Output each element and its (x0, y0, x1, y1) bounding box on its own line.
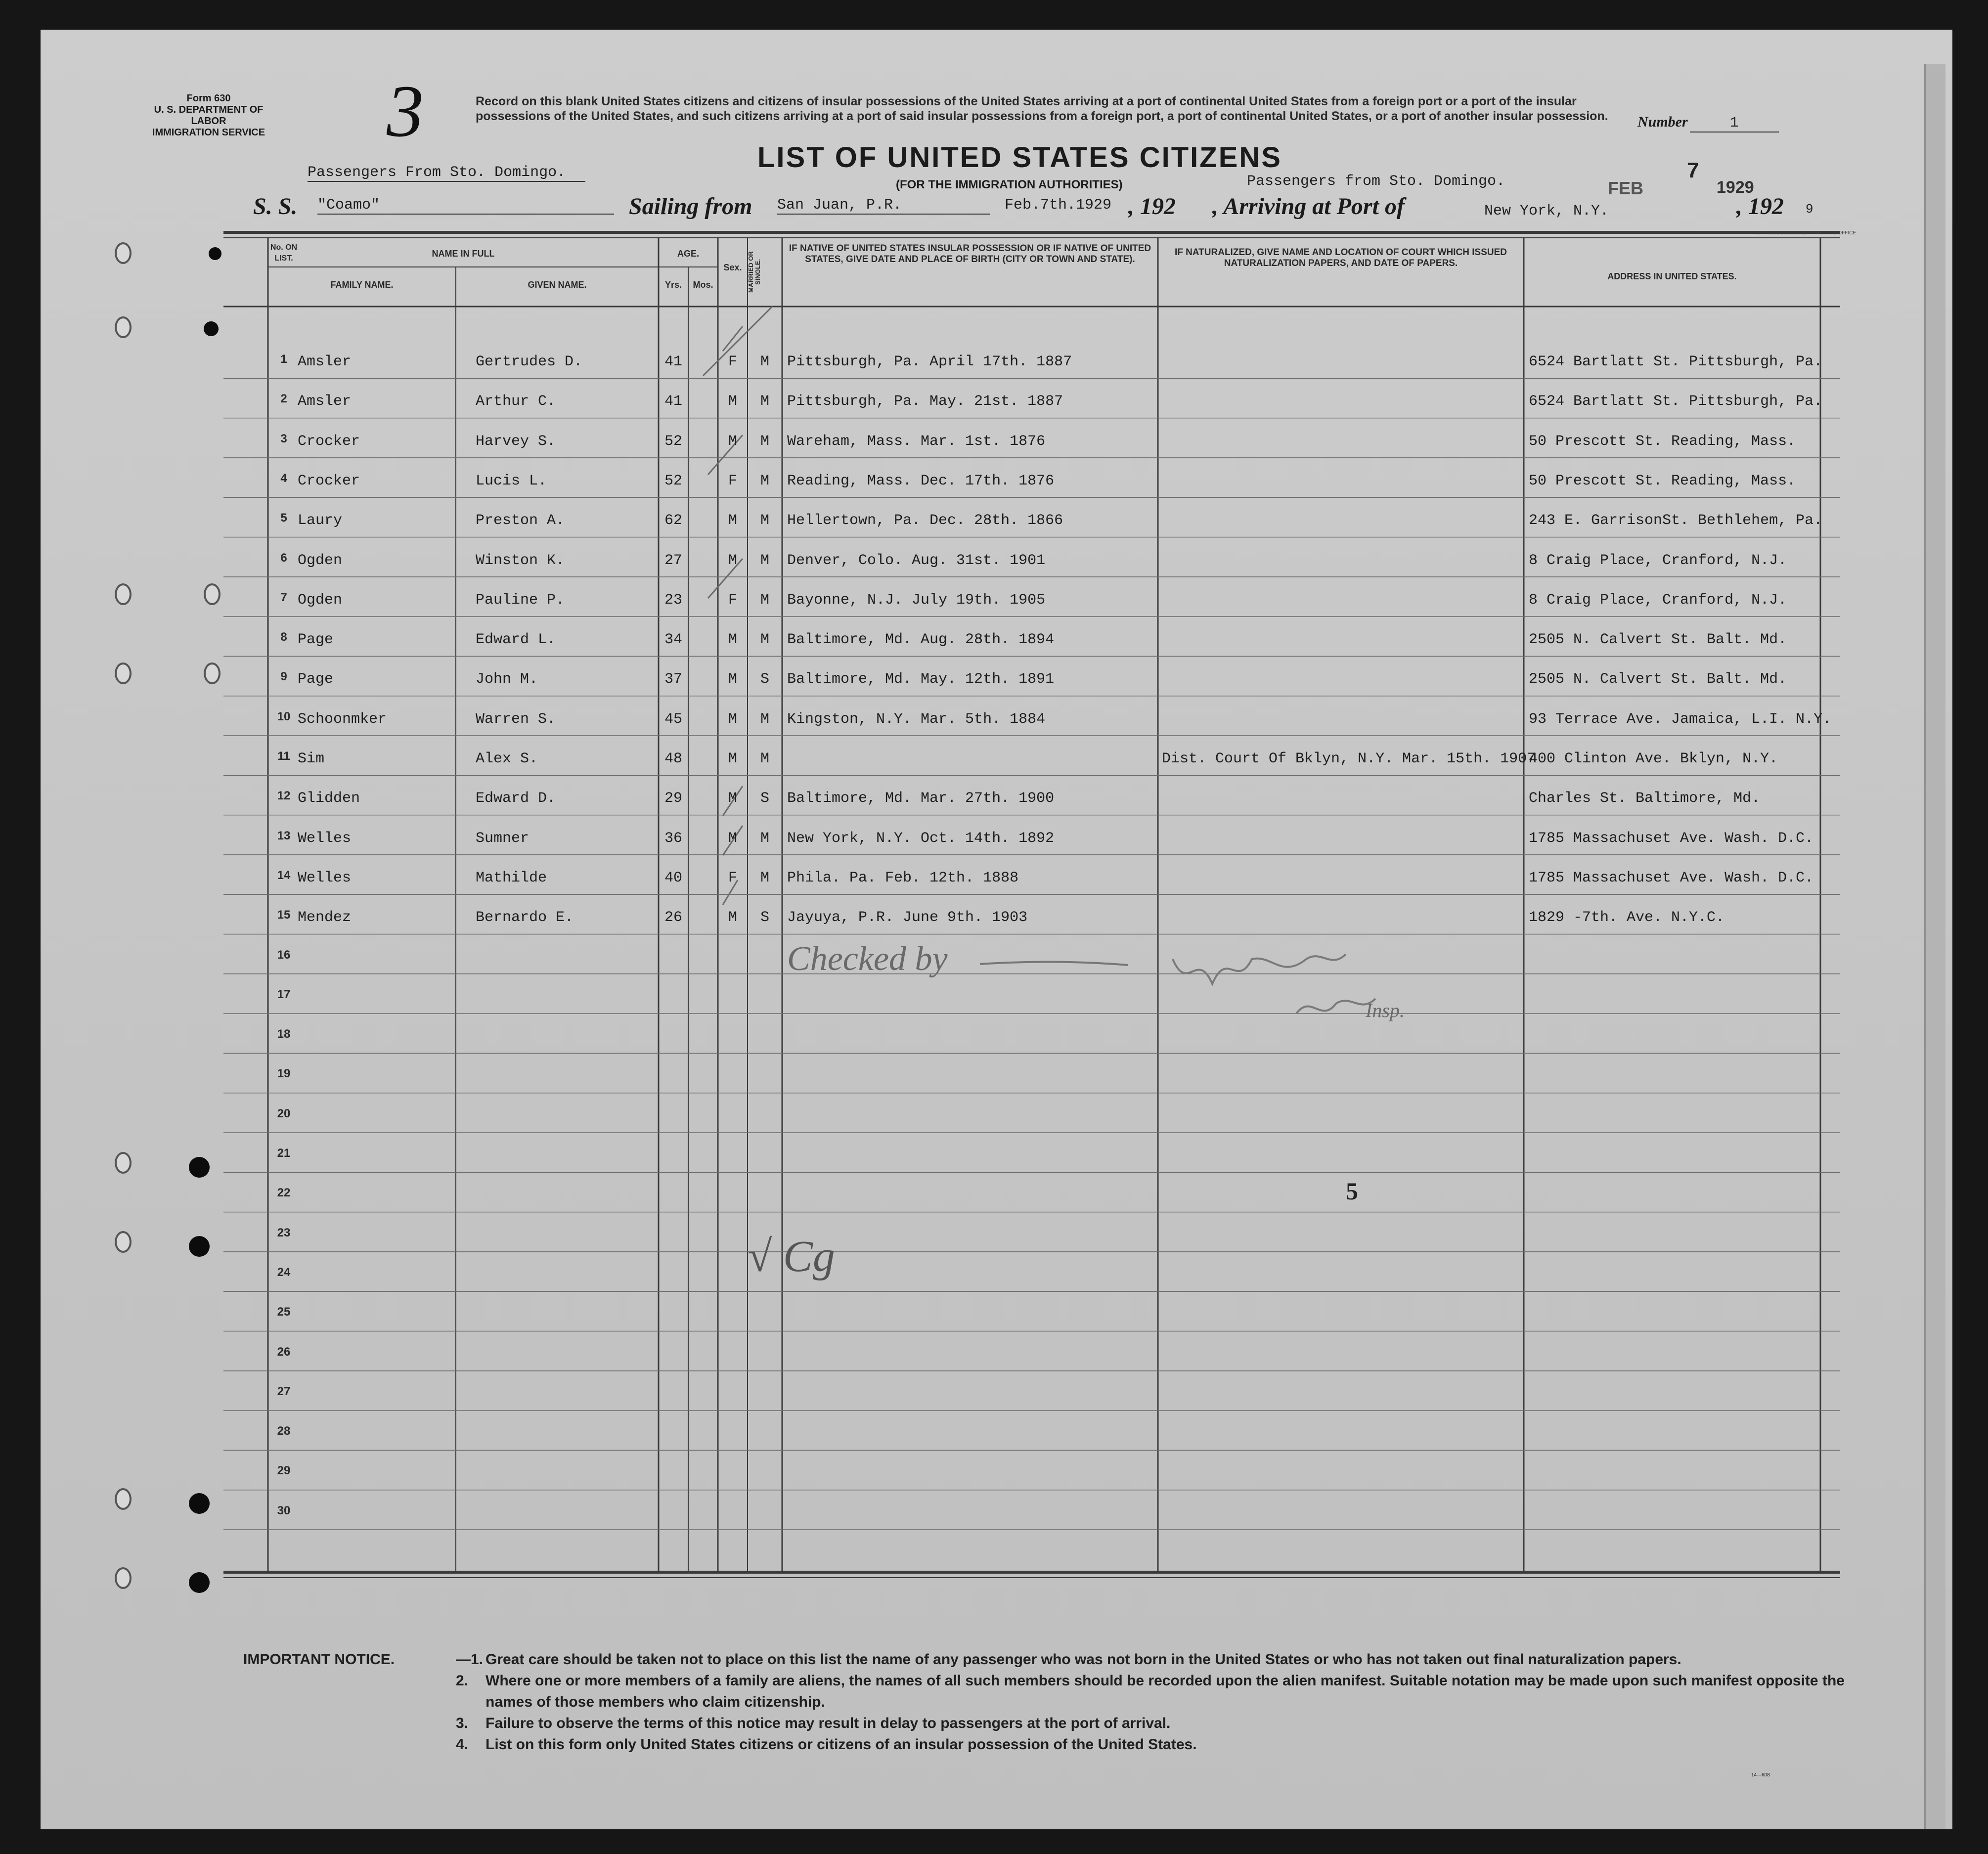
table-row (41, 1411, 1952, 1450)
binder-ring (204, 662, 221, 684)
cell-family: Crocker (298, 433, 360, 450)
cell-address: 6524 Bartlatt St. Pittsburgh, Pa. (1529, 353, 1823, 370)
table-row (41, 775, 1952, 815)
cell-ms: M (760, 631, 769, 649)
notice-heading: IMPORTANT NOTICE. (243, 1651, 395, 1668)
table-row (41, 1450, 1952, 1490)
table-row (41, 1490, 1952, 1530)
cell-birth: Baltimore, Md. Aug. 28th. 1894 (787, 631, 1055, 649)
year-prefix: , 192 (1128, 193, 1176, 220)
cell-birth: Baltimore, Md. May. 12th. 1891 (787, 671, 1055, 688)
form-subtitle: (FOR THE IMMIGRATION AUTHORITIES) (896, 178, 1123, 191)
cell-yrs: 62 (664, 512, 682, 530)
cell-address: 1829 -7th. Ave. N.Y.C. (1529, 909, 1725, 927)
cell-sex: M (728, 393, 737, 410)
arrival-year-prefix: , 192 (1736, 193, 1784, 220)
manifest-page (41, 30, 1952, 1829)
cell-birth: Pittsburgh, Pa. May. 21st. 1887 (787, 393, 1063, 410)
cell-no: 19 (277, 1067, 291, 1081)
cell-family: Laury (298, 512, 343, 530)
cell-birth: Kingston, N.Y. Mar. 5th. 1884 (787, 710, 1046, 728)
cell-yrs: 48 (664, 750, 682, 767)
punch-hole (189, 1157, 210, 1178)
cell-ms: S (760, 790, 769, 807)
table-row (41, 855, 1952, 894)
cell-family: Amsler (298, 393, 352, 410)
cell-ms: M (760, 591, 769, 609)
cell-no: 18 (277, 1027, 291, 1041)
cell-given: Pauline P. (476, 591, 565, 609)
cell-ms: M (760, 552, 769, 569)
ss-label: S. S. (253, 193, 298, 220)
stamp-mark-5: 5 (1346, 1177, 1358, 1205)
sheet-mark: 3 (387, 70, 424, 152)
checked-by-stroke (980, 959, 1128, 969)
cell-no: 28 (277, 1424, 291, 1438)
cell-no: 24 (277, 1265, 291, 1279)
arrival-port: New York, N.Y. (1484, 203, 1609, 220)
notice-item: 4. List on this form only United States citizens or citizens of an insular possession of the United States. (456, 1736, 1197, 1753)
intro-text: Record on this blank United States citizens and citizens of insular possessions of the United States arriving at a port of continental United States from a foreign port or a port of the insular possessions of the United States, and such citizens arriving at a port of said insular possessions from a foreign port, a port of continental United States, or a port of another insular possession. (476, 94, 1608, 123)
table-row (41, 418, 1952, 458)
cell-ms: M (760, 750, 769, 767)
cell-ms: S (760, 671, 769, 688)
cell-no: 14 (277, 868, 291, 882)
col-header-name-in-full: NAME IN FULL (432, 249, 495, 259)
col-header-months: Mos. (693, 280, 713, 290)
passengers-from-left: Passengers From Sto. Domingo. (308, 164, 585, 182)
cell-ms: M (760, 869, 769, 886)
table-row (41, 974, 1952, 1014)
cell-family: Welles (298, 869, 352, 886)
cell-sex: M (728, 710, 737, 728)
binder-ring (115, 242, 132, 264)
cell-ms: M (760, 353, 769, 370)
col-header-given-name: GIVEN NAME. (528, 280, 587, 290)
cell-given: Arthur C. (476, 393, 556, 410)
cell-birth: Hellertown, Pa. Dec. 28th. 1866 (787, 512, 1063, 530)
cell-address: 1785 Massachuset Ave. Wash. D.C. (1529, 869, 1814, 886)
cell-address: 2505 N. Calvert St. Balt. Md. (1529, 631, 1787, 649)
cell-yrs: 29 (664, 790, 682, 807)
cell-given: Lucis L. (476, 472, 547, 489)
cell-family: Sim (298, 750, 325, 767)
cell-given: John M. (476, 671, 538, 688)
cell-no: 4 (280, 471, 287, 485)
table-row (41, 1212, 1952, 1252)
cell-no: 2 (280, 392, 287, 406)
cell-ms: M (760, 433, 769, 450)
table-row (41, 617, 1952, 656)
cell-given: Bernardo E. (476, 909, 574, 927)
table-row (41, 815, 1952, 855)
cell-sex: F (728, 591, 737, 609)
cell-sex: F (728, 353, 737, 370)
col-header-sex: Sex. (723, 263, 742, 272)
punch-hole (189, 1493, 210, 1514)
table-row (41, 497, 1952, 537)
cell-given: Harvey S. (476, 433, 556, 450)
checked-by-annotation: Checked by (787, 940, 948, 978)
cell-address: Charles St. Baltimore, Md. (1529, 790, 1761, 807)
table-row (41, 378, 1952, 418)
cell-no: 9 (280, 670, 287, 684)
cell-birth: Wareham, Mass. Mar. 1st. 1876 (787, 433, 1046, 450)
cell-sex: M (728, 909, 737, 927)
cell-family: Ogden (298, 552, 343, 569)
passengers-from-right: Passengers from Sto. Domingo. (1247, 173, 1505, 190)
cell-yrs: 41 (664, 353, 682, 370)
cell-no: 20 (277, 1106, 291, 1120)
col-header-birth: IF NATIVE OF UNITED STATES INSULAR POSSESSION OR IF NATIVE OF UNITED STATES, GIVE DATE AND PLACE OF BIRTH (CITY OR TOWN AND STATE). (789, 243, 1151, 265)
cell-birth: Reading, Mass. Dec. 17th. 1876 (787, 472, 1055, 489)
table-row (41, 1291, 1952, 1331)
table-row (41, 1331, 1952, 1371)
sailing-label: Sailing from (629, 193, 752, 220)
important-notice (243, 1649, 1875, 1755)
cell-sex: M (728, 671, 737, 688)
notice-item: 2. Where one or more members of a family are aliens, the names of all such members should be recorded upon the alien manifest. Suitable notation may be made upon such manifest opposite the names of those members who claim citizenship. (456, 1673, 1845, 1710)
cell-no: 13 (277, 829, 291, 842)
binder-ring (115, 583, 132, 605)
table-row (41, 1172, 1952, 1212)
cell-given: Gertrudes D. (476, 353, 583, 370)
cell-given: Alex S. (476, 750, 538, 767)
cell-ms: M (760, 472, 769, 489)
cell-birth: Phila. Pa. Feb. 12th. 1888 (787, 869, 1019, 886)
cell-yrs: 41 (664, 393, 682, 410)
cell-address: 50 Prescott St. Reading, Mass. (1529, 433, 1796, 450)
cell-given: Edward D. (476, 790, 556, 807)
cell-no: 7 (280, 590, 287, 604)
punch-hole (189, 1236, 210, 1257)
cell-yrs: 52 (664, 433, 682, 450)
col-header-married: MARRIED OR SINGLE. (747, 251, 761, 293)
table-row (41, 894, 1952, 934)
notice-item: —1. Great care should be taken not to place on this list the name of any passenger who was not born in the United States or who has not taken out final naturalization papers. (456, 1651, 1681, 1668)
cell-sex: M (728, 552, 737, 569)
cell-address: 8 Craig Place, Cranford, N.J. (1529, 591, 1787, 609)
cell-sex: M (728, 631, 737, 649)
cell-ms: M (760, 512, 769, 530)
cell-no: 15 (277, 908, 291, 922)
list-number: Number 1 (1637, 114, 1779, 132)
cell-no: 30 (277, 1503, 291, 1517)
table-row (41, 1093, 1952, 1133)
cell-family: Page (298, 631, 334, 649)
cell-address: 93 Terrace Ave. Jamaica, L.I. N.Y. (1529, 710, 1832, 728)
cell-address: 400 Clinton Ave. Bklyn, N.Y. (1529, 750, 1778, 767)
col-header-address: ADDRESS IN UNITED STATES. (1607, 271, 1737, 281)
cell-sex: M (728, 750, 737, 767)
cell-ms: S (760, 909, 769, 927)
cell-sex: F (728, 472, 737, 489)
punch-hole (204, 321, 219, 336)
cell-no: 8 (280, 630, 287, 644)
table-row (41, 696, 1952, 736)
form-title: LIST OF UNITED STATES CITIZENS (757, 141, 1282, 174)
cell-sex: M (728, 433, 737, 450)
punch-hole (209, 247, 221, 260)
binder-ring (115, 1488, 132, 1510)
arrival-year-digit: 9 (1806, 202, 1813, 217)
cell-no: 25 (277, 1305, 291, 1319)
form-identifier: Form 630 U. S. DEPARTMENT OF LABOR IMMIGRATION SERVICE (152, 93, 265, 138)
initials-annotation: √ Cg (748, 1232, 835, 1281)
col-header-naturalized: IF NATURALIZED, GIVE NAME AND LOCATION OF COURT WHICH ISSUED NATURALIZATION PAPERS, AND DATE OF PAPERS. (1174, 247, 1507, 268)
cell-birth: Jayuya, P.R. June 9th. 1903 (787, 909, 1028, 927)
cell-given: Winston K. (476, 552, 565, 569)
cell-yrs: 52 (664, 472, 682, 489)
table-row (41, 1014, 1952, 1053)
cell-ms: M (760, 393, 769, 410)
cell-no: 22 (277, 1186, 291, 1200)
cell-ms: M (760, 710, 769, 728)
binder-ring (115, 1152, 132, 1174)
cell-given: Sumner (476, 830, 530, 847)
cell-no: 21 (277, 1147, 291, 1160)
printer-mark: 14—608 GOVERNMENT PRINTING OFFICE (1756, 230, 1856, 236)
table-row (41, 537, 1952, 577)
passenger-rows (41, 30, 1952, 1829)
cell-no: 23 (277, 1226, 291, 1239)
binder-ring (115, 316, 132, 338)
table-row (41, 1252, 1952, 1291)
cell-sex: M (728, 830, 737, 847)
cell-address: 1785 Massachuset Ave. Wash. D.C. (1529, 830, 1814, 847)
table-row (41, 339, 1952, 378)
cell-address: 243 E. GarrisonSt. Bethlehem, Pa. (1529, 512, 1823, 530)
table-row (41, 577, 1952, 617)
cell-yrs: 27 (664, 552, 682, 569)
cell-no: 1 (280, 353, 287, 366)
table-row (41, 736, 1952, 775)
cell-no: 11 (277, 750, 290, 763)
cell-family: Page (298, 671, 334, 688)
cell-yrs: 36 (664, 830, 682, 847)
cell-no: 3 (280, 432, 287, 445)
cell-address: 2505 N. Calvert St. Balt. Md. (1529, 671, 1787, 688)
table-row (41, 1371, 1952, 1411)
cell-birth: Baltimore, Md. Mar. 27th. 1900 (787, 790, 1055, 807)
cell-no: 12 (277, 789, 291, 803)
cell-given: Preston A. (476, 512, 565, 530)
inspector-abbrev: Insp. (1366, 999, 1405, 1021)
cell-address: 50 Prescott St. Reading, Mass. (1529, 472, 1796, 489)
cell-family: Amsler (298, 353, 352, 370)
cell-family: Glidden (298, 790, 360, 807)
cell-no: 16 (277, 948, 291, 962)
sailing-date: Feb.7th.1929 (1005, 197, 1112, 214)
arriving-label: , Arriving at Port of (1212, 193, 1405, 220)
cell-birth: Denver, Colo. Aug. 31st. 1901 (787, 552, 1046, 569)
sailing-port: San Juan, P.R. (777, 197, 990, 215)
table-row (41, 656, 1952, 696)
cell-no: 26 (277, 1345, 291, 1359)
cell-no: 27 (277, 1384, 291, 1398)
binder-ring (204, 583, 221, 605)
cell-sex: M (728, 790, 737, 807)
cell-family: Mendez (298, 909, 352, 927)
cell-yrs: 23 (664, 591, 682, 609)
col-header-age: AGE. (677, 249, 699, 259)
table-row (41, 1053, 1952, 1093)
cell-given: Warren S. (476, 710, 556, 728)
notice-item: 3. Failure to observe the terms of this notice may result in delay to passengers at the port of arrival. (456, 1715, 1171, 1731)
cell-yrs: 37 (664, 671, 682, 688)
cell-no: 10 (277, 709, 291, 723)
cell-no: 17 (277, 987, 291, 1001)
binder-ring (115, 1231, 132, 1253)
cell-no: 6 (280, 551, 287, 565)
cell-yrs: 26 (664, 909, 682, 927)
table-row (41, 458, 1952, 497)
cell-address: 8 Craig Place, Cranford, N.J. (1529, 552, 1787, 569)
notice-items (456, 1649, 1875, 1755)
cell-given: Edward L. (476, 631, 556, 649)
cell-yrs: 34 (664, 631, 682, 649)
cell-family: Schoonmker (298, 710, 387, 728)
col-header-no: No. ON LIST. (270, 243, 298, 263)
cell-no: 5 (280, 511, 287, 525)
cell-birth: New York, N.Y. Oct. 14th. 1892 (787, 830, 1055, 847)
cell-family: Ogden (298, 591, 343, 609)
cell-birth: Bayonne, N.J. July 19th. 1905 (787, 591, 1046, 609)
binder-ring (115, 1567, 132, 1589)
cell-sex: F (728, 869, 737, 886)
cell-given: Mathilde (476, 869, 547, 886)
cell-yrs: 45 (664, 710, 682, 728)
cell-address: 6524 Bartlatt St. Pittsburgh, Pa. (1529, 393, 1823, 410)
cell-yrs: 40 (664, 869, 682, 886)
cell-no: 29 (277, 1464, 291, 1478)
inspector-signature (1168, 939, 1415, 1038)
cell-birth: Pittsburgh, Pa. April 17th. 1887 (787, 353, 1072, 370)
cell-family: Welles (298, 830, 352, 847)
cell-family: Crocker (298, 472, 360, 489)
punch-hole (189, 1572, 210, 1593)
table-row (41, 1133, 1952, 1172)
col-header-family-name: FAMILY NAME. (330, 280, 394, 290)
cell-nat: Dist. Court Of Bklyn, N.Y. Mar. 15th. 1907 (1162, 750, 1536, 767)
binder-ring (115, 662, 132, 684)
cell-ms: M (760, 830, 769, 847)
col-header-years: Yrs. (664, 280, 682, 290)
arrival-date-stamp: FEB 7 1929 (1608, 158, 1754, 198)
footer-code: 14—608 (1751, 1772, 1770, 1778)
cell-sex: M (728, 512, 737, 530)
ship-name: "Coamo" (317, 197, 614, 215)
